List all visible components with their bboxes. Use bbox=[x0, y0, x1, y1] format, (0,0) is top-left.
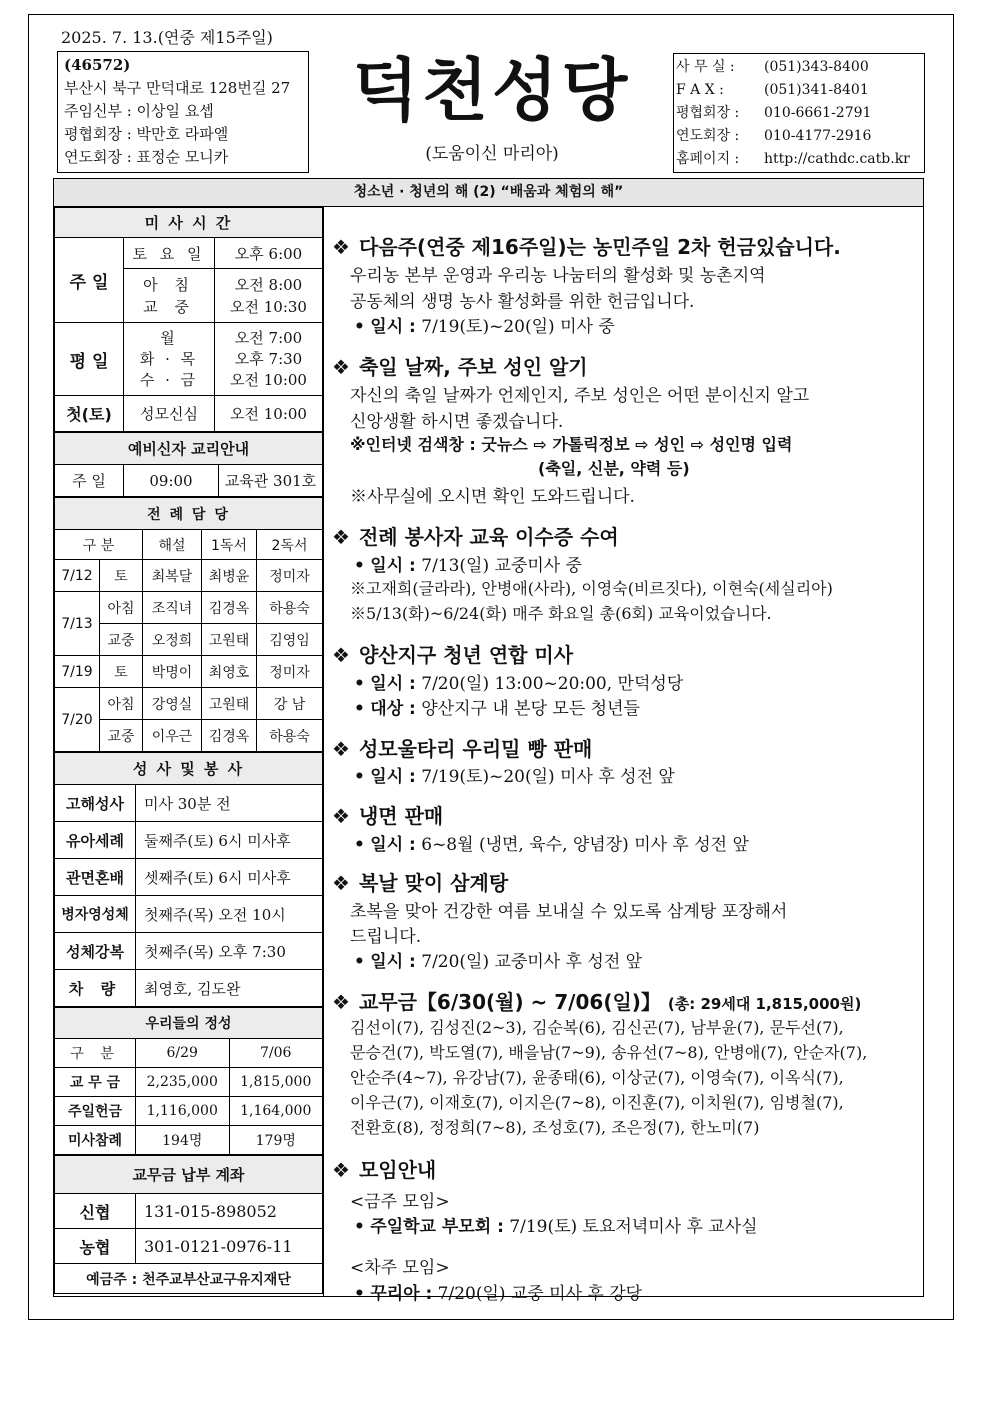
diamond-icon: ❖ bbox=[332, 871, 350, 895]
parish-subtitle: (도움이신 마리아) bbox=[425, 144, 559, 164]
bullet-icon: • bbox=[354, 556, 365, 576]
bullet-icon: • bbox=[354, 1284, 365, 1304]
bullet-icon: • bbox=[354, 835, 365, 855]
bullet-icon: • bbox=[354, 1217, 365, 1237]
table-row: 교중 오정희 고원태 김영임 bbox=[55, 624, 323, 656]
table-row: 성체강복 첫째주(목) 오후 7:30 bbox=[55, 933, 323, 970]
bullet-icon: • bbox=[354, 699, 365, 719]
table-row: 관면혼배 셋째주(토) 6시 미사후 bbox=[55, 859, 323, 896]
bullet-icon: • bbox=[354, 674, 365, 694]
pastor: 주임신부 : 이상일 요셉 bbox=[64, 102, 214, 120]
postcode: (46572) bbox=[64, 56, 131, 74]
diamond-icon: ❖ bbox=[332, 235, 350, 259]
address: 부산시 북구 만덕대로 128번길 27 bbox=[64, 79, 291, 97]
notice-title: ❖ 성모울타리 우리밀 빵 판매 bbox=[332, 737, 593, 761]
notice-title: ❖ 교무금【6/30(월) ~ 7/06(일)】 (총: 29세대 1,815,000원) bbox=[332, 990, 862, 1014]
table-row: 병자영성체 첫째주(목) 오전 10시 bbox=[55, 896, 323, 933]
notice-title: ❖ 모임안내 bbox=[332, 1158, 437, 1182]
table-row: 고해성사 미사 30분 전 bbox=[55, 785, 323, 822]
diamond-icon: ❖ bbox=[332, 804, 350, 828]
table-row: 7/20 아침 강영실 고원태 강 남 bbox=[55, 688, 323, 720]
notice-title: ❖ 축일 날짜, 주보 성인 알기 bbox=[332, 355, 588, 379]
bullet-icon: • bbox=[354, 317, 365, 337]
table-row: 교중 이우근 김경옥 하용숙 bbox=[55, 720, 323, 752]
contact-row: 연도회장 : 010-4177-2916 bbox=[676, 128, 872, 144]
mass-title: 미 사 시 간 bbox=[55, 208, 323, 238]
contact-row: 평협회장 : 010-6661-2791 bbox=[676, 105, 872, 121]
table-row: 교 무 금 2,235,000 1,815,000 bbox=[55, 1068, 323, 1097]
homepage-link[interactable]: http://cathdc.catb.kr bbox=[764, 151, 910, 167]
table-row: 차 량 최영호, 김도완 bbox=[55, 970, 323, 1007]
diamond-icon: ❖ bbox=[332, 355, 350, 379]
bullet-icon: • bbox=[354, 952, 365, 972]
notice-title: ❖ 전례 봉사자 교육 이수증 수여 bbox=[332, 525, 619, 549]
sidebar bbox=[54, 207, 324, 1296]
address-box bbox=[57, 51, 309, 173]
bulletin-page bbox=[28, 14, 954, 1320]
bullet-icon: • bbox=[354, 767, 365, 787]
contact-row: F A X : (051)341-8401 bbox=[676, 82, 869, 98]
contact-box bbox=[673, 53, 925, 173]
offering-table: 우리들의 정성 구 분 6/29 7/06 교 무 금 2,235,000 1,815,000 주일헌금 1,116,000 1,164,000 미사참례 194명 179명 bbox=[54, 1007, 323, 1155]
catechumen-table: 예비신자 교리안내 주 일 09:00 교육관 301호 bbox=[54, 432, 323, 497]
weekday-label: 평 일 bbox=[55, 323, 124, 396]
table-row: 주일헌금 1,116,000 1,164,000 bbox=[55, 1097, 323, 1126]
table-row: 신협 131-015-898052 bbox=[55, 1194, 323, 1229]
diamond-icon: ❖ bbox=[332, 1158, 350, 1182]
theme-banner: 청소년 · 청년의 해 (2) “배움과 체험의 해” bbox=[53, 178, 924, 207]
table-row: 7/13 아침 조직녀 김경옥 하용숙 bbox=[55, 592, 323, 624]
sacraments-table: 성 사 및 봉 사 고해성사 미사 30분 전 유아세례 둘째주(토) 6시 미사후 관면혼배 셋째주(토) 6시 미사후 병자영성체 첫째주(목) 오전 10시 성체강복 첫째주(목) 오후 7:30 차 량 최영호, 김도완 bbox=[54, 752, 323, 1007]
notice-title: ❖ 복날 맞이 삼계탕 bbox=[332, 871, 509, 895]
parish-title: 덕천성당 bbox=[352, 51, 632, 131]
notice-title: ❖ 냉면 판매 bbox=[332, 804, 444, 828]
notice-title: ❖ 다음주(연중 제16주일)는 농민주일 2차 헌금있습니다. bbox=[332, 235, 841, 259]
notice-title: ❖ 양산지구 청년 연합 미사 bbox=[332, 643, 574, 667]
account-table: 교무금 납부 계좌 신협 131-015-898052 농협 301-0121-0976-11 예금주 : 천주교부산교구유지재단 bbox=[54, 1155, 323, 1294]
table-row: 7/12 토 최복달 최병윤 정미자 bbox=[55, 560, 323, 592]
notices: ❖ 다음주(연중 제16주일)는 농민주일 2차 헌금있습니다. 우리농 본부 운영과 우리농 나눔터의 활성화 및 농촌지역 공동체의 생명 농사 활성화를 위한 헌금입니다. • 일시 : 7/19(토)~20(일) 미사 중 ❖ 축일 날짜, 주보 성인 알기 자신의 축일 날짜가 언제인지, 주보 성인은 어떤 분이신지 알고 신앙생활 하시면 좋겠습니다. ※인터넷 검색창 : 굿뉴스 ⇨ 가톨릭정보 ⇨ 성인 ⇨ 성인명 입력 (축일, 신분, 약력 등) ※사무실에 오시면 확인 도와드립니다. ❖ 전례 봉사자 교육 이수증 수여 • 일시 : 7/13(일) 교중미사 중 ※고재희(글라라), 안병애(사라), 이영숙(비르짓다), 이현숙(세실리아) ※5/13(화)~6/24(화) 매주 화요일 총(6회) 교육이었습니다. ❖ 양산지구 청년 연합 미사 • 일시 : 7/20(일) 13:00~20:00, 만덕성당 • 대상 : 양산지구 내 본당 모든 청년들 ❖ 성모울타리 우리밀 빵 판매 • 일시 : 7/19(토)~20(일) 미사 후 성전 앞 ❖ 냉면 판매 • 일시 : 6~8월 (냉면, 육수, 양념장) 미사 후 성전 앞 ❖ 복날 맞이 삼계탕 초복을 맞아 건강한 여름 보내실 수 있도록 삼계탕 포장해서 드립니다. • 일시 : 7/20(일) 교중미사 후 성전 앞 ❖ 교무금【6/30(월) ~ 7/06(일)】 (총: 29세대 1,815,000원) 김선이(7), 김성진(2~3), 김순복(6), 김신곤(7), 남부윤(7), 문두선(7), 문승건(7), 박도열(7), 배을남(7~9), 송유선(7~8), 안병애(7), 안순자(7), 안순주(4~7), 유강남(7), 윤종태(6), 이상군(7), 이영숙(7), 이옥식(7), 이우근(7), 이재호(7), 이지은(7~8), 이진훈(7), 이치원(7), 임병철(7), 전환호(8), 정정희(7~8), 조성호(7), 조은정(7), 한노미(7) ❖ 모임안내 <금주 모임> • 주일학교 부모회 : 7/19(토) 토요저녁미사 후 교사실 <차주 모임> • 꾸리아 : 7/20(일) 교중 미사 후 강당 bbox=[332, 207, 922, 1296]
account-holder: 예금주 : 천주교부산교구유지재단 bbox=[55, 1264, 323, 1294]
council-chair: 평협회장 : 박만호 라파엘 bbox=[64, 125, 229, 143]
diamond-icon: ❖ bbox=[332, 737, 350, 761]
sunday-label: 주 일 bbox=[55, 238, 124, 323]
table-row: 미사참례 194명 179명 bbox=[55, 1126, 323, 1155]
table-row: 농협 301-0121-0976-11 bbox=[55, 1229, 323, 1264]
contact-row: 홈페이지 : http://cathdc.catb.kr bbox=[676, 148, 922, 171]
diamond-icon: ❖ bbox=[332, 990, 350, 1014]
diamond-icon: ❖ bbox=[332, 525, 350, 549]
mass-schedule-table: 미 사 시 간 주 일 토 요 일 오후 6:00 아 침 교 중 오전 8:00 오전 10:30 평 일 월 화 · 목 수 · 금 오전 7:00 오후 7:30 오전 10:00 첫(토) 성모신심 오전 10:00 bbox=[54, 207, 323, 432]
main-area bbox=[53, 207, 924, 1304]
yeondo-chair: 연도회장 : 표정순 모니카 bbox=[64, 148, 229, 166]
contact-row: 사 무 실 : (051)343-8400 bbox=[676, 59, 869, 75]
table-row: 7/19 토 박명이 최영호 정미자 bbox=[55, 656, 323, 688]
diamond-icon: ❖ bbox=[332, 643, 350, 667]
issue-date: 2025. 7. 13.(연중 제15주일) bbox=[61, 28, 273, 47]
table-row: 유아세례 둘째주(토) 6시 미사후 bbox=[55, 822, 323, 859]
liturgy-table: 전 례 담 당 구 분 해설 1독서 2독서 7/12 토 최복달 최병윤 정미자 7/13 아침 조직녀 김경옥 하용숙 교중 오정희 고원태 김영임 7/19 토 박명이 최영호 정미자 7/20 아침 강영실 고원태 강 남 교중 이우근 김경옥 하용숙 bbox=[54, 497, 323, 752]
